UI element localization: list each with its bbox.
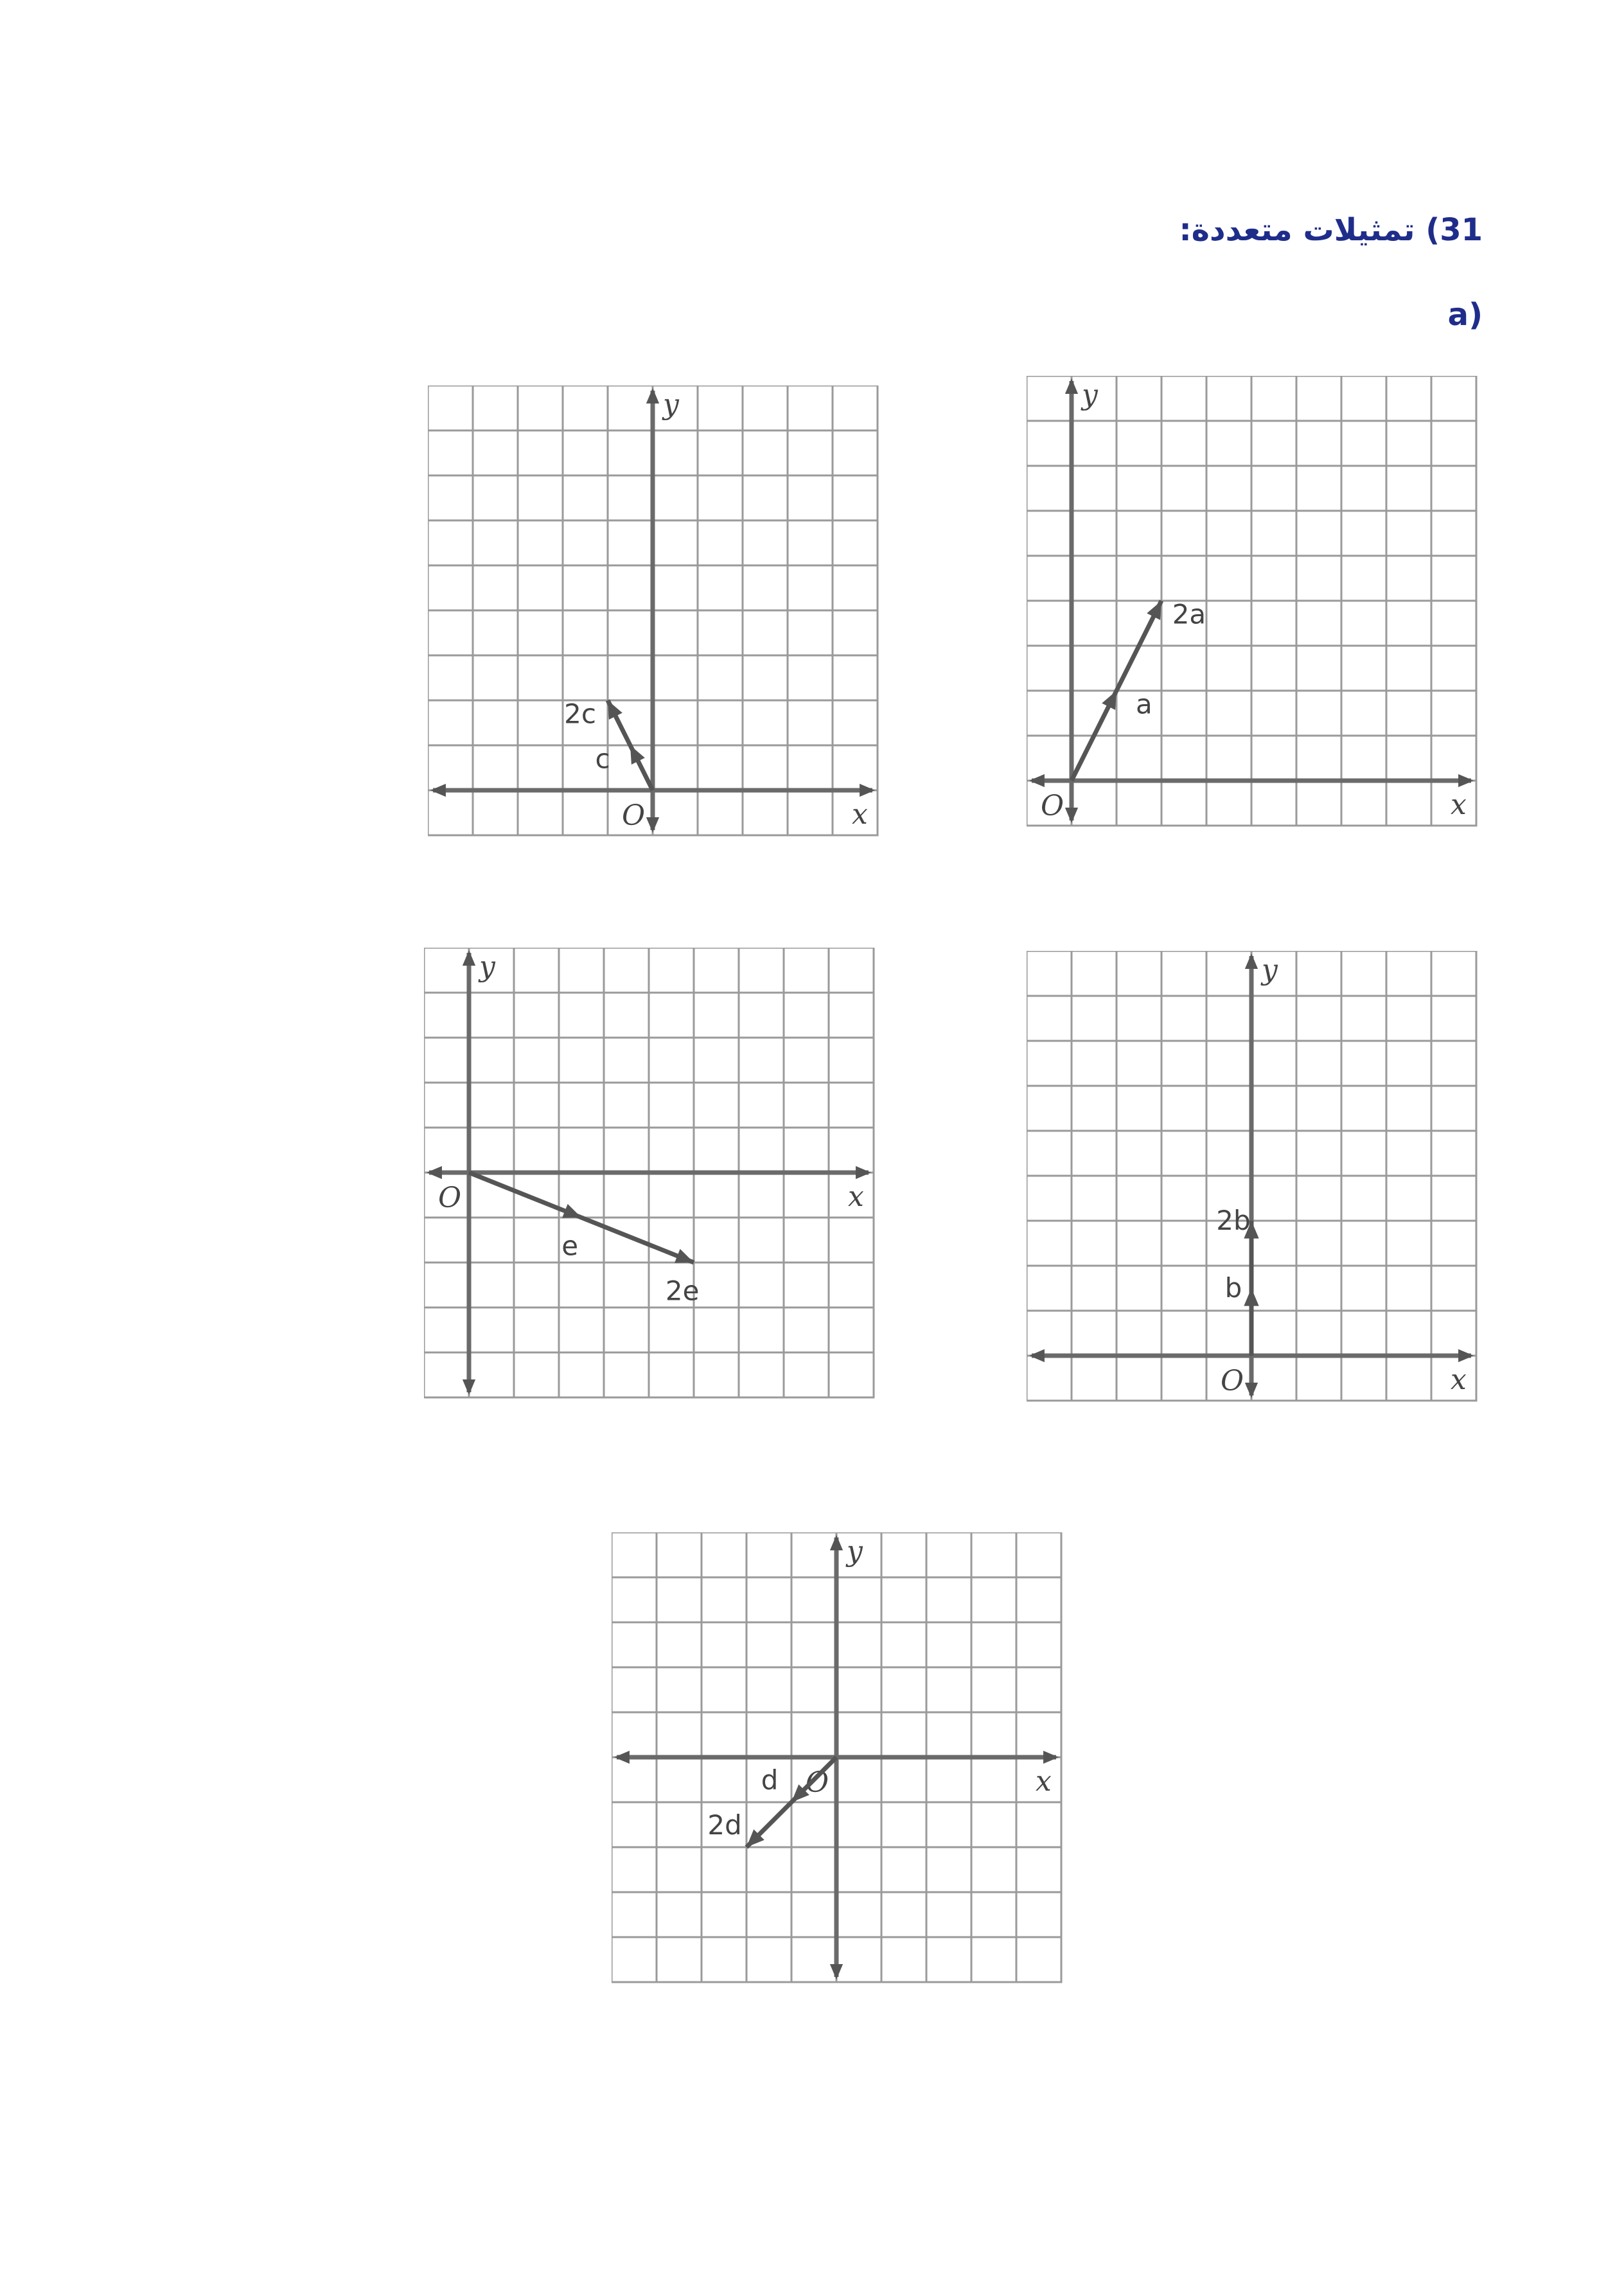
y-axis-arrow-down xyxy=(830,1964,843,1980)
vector-label-c: c xyxy=(595,743,610,775)
vector-label-2e: 2e xyxy=(665,1275,700,1307)
x-axis-arrow-right xyxy=(1458,1349,1474,1362)
x-axis-arrow-left xyxy=(430,784,446,797)
y-axis-arrow-down xyxy=(646,817,659,833)
y-axis-label: y xyxy=(663,388,679,421)
vectors xyxy=(1216,1205,1258,1356)
graph-e xyxy=(424,948,887,1410)
graph-b xyxy=(1027,951,1489,1413)
vector-e-arrow xyxy=(562,1204,581,1218)
x-axis-label: x xyxy=(848,1180,864,1213)
graph-d xyxy=(612,1532,1074,1995)
y-axis-label: y xyxy=(1262,953,1278,986)
y-axis-label: y xyxy=(847,1535,863,1568)
vectors xyxy=(469,1173,699,1307)
x-axis-label: x xyxy=(1451,1363,1467,1396)
grid xyxy=(1027,376,1476,826)
y-axis-label: y xyxy=(1082,378,1098,411)
vector-label-e: e xyxy=(561,1230,579,1262)
origin-label: O xyxy=(806,1766,829,1799)
origin-label: O xyxy=(622,799,646,832)
vector-label-2b: 2b xyxy=(1216,1205,1251,1236)
x-axis-arrow-left xyxy=(1029,774,1045,787)
x-axis-arrow-left xyxy=(614,1751,630,1764)
origin-label: O xyxy=(1041,790,1064,822)
vector-label-a: a xyxy=(1136,688,1152,720)
vector-2e-arrow xyxy=(675,1249,694,1263)
y-axis-label: y xyxy=(479,950,495,983)
vector-label-2d: 2d xyxy=(707,1809,742,1841)
x-axis-arrow-right xyxy=(1043,1751,1059,1764)
y-axis-arrow-down xyxy=(1065,808,1078,823)
y-axis-arrow-up xyxy=(830,1535,843,1550)
origin-label: O xyxy=(1221,1365,1244,1397)
graph-a xyxy=(1027,376,1489,838)
x-axis-label: x xyxy=(1451,788,1467,821)
y-axis-arrow-up xyxy=(646,388,659,403)
part-label: (a xyxy=(1447,297,1483,333)
x-axis-arrow-right xyxy=(856,1166,871,1179)
exercise-heading: 31) تمثيلات متعددة: xyxy=(1179,212,1483,248)
x-axis-arrow-left xyxy=(1029,1349,1045,1362)
y-axis-arrow-up xyxy=(463,950,475,966)
vector-label-b: b xyxy=(1224,1272,1242,1304)
origin-label: O xyxy=(438,1182,462,1214)
x-axis-arrow-right xyxy=(1458,774,1474,787)
y-axis-arrow-down xyxy=(1245,1383,1258,1398)
x-axis-arrow-left xyxy=(427,1166,442,1179)
x-axis-label: x xyxy=(1036,1765,1052,1798)
vector-label-d: d xyxy=(761,1764,779,1796)
graph-c xyxy=(428,385,890,848)
y-axis-arrow-up xyxy=(1245,953,1258,969)
y-axis-arrow-down xyxy=(463,1379,475,1395)
vector-label-2a: 2a xyxy=(1172,598,1206,630)
x-axis-arrow-right xyxy=(860,784,875,797)
vector-b-arrow xyxy=(1244,1288,1258,1306)
x-axis-label: x xyxy=(852,798,868,831)
vector-label-2c: 2c xyxy=(564,698,596,730)
y-axis-arrow-up xyxy=(1065,378,1078,394)
vectors xyxy=(1072,598,1206,781)
